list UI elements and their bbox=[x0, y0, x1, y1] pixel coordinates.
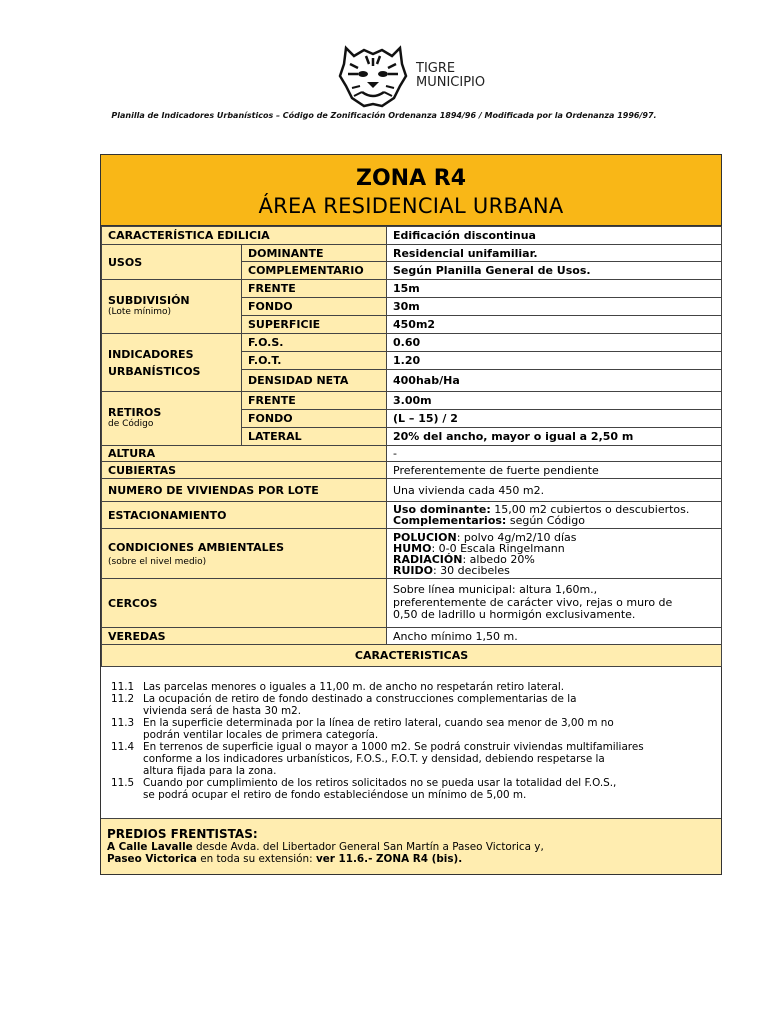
item-line: conforme a los indicadores urbanísticos, F.O.S., F.O.T. y densidad, debiendo respetarse la bbox=[143, 753, 605, 765]
subdivision-title: SUBDIVISIÓN bbox=[108, 294, 190, 307]
logo-text bbox=[416, 62, 485, 90]
caracteristica-item bbox=[111, 741, 711, 777]
predios-street-1: A Calle Lavalle bbox=[107, 841, 193, 853]
fos-value: 0.60 bbox=[387, 334, 722, 352]
humo-value: : 0-0 Escala Ringelmann bbox=[431, 541, 565, 555]
tiger-logo-icon bbox=[336, 42, 410, 108]
item-line: se podrá ocupar el retiro de fondo estableciéndose un mínimo de 5,00 m. bbox=[143, 789, 527, 801]
subdivision-frente-value: 15m bbox=[387, 280, 722, 298]
uso-dominante-label: Uso dominante: bbox=[393, 503, 491, 516]
retiro-frente-value: 3.00m bbox=[387, 392, 722, 410]
row-altura bbox=[102, 446, 722, 462]
complementario-value: Según Planilla General de Usos. bbox=[387, 262, 722, 280]
item-number: 11.2 bbox=[111, 693, 135, 705]
row-ambientales bbox=[102, 529, 722, 579]
zone-sheet bbox=[100, 154, 722, 875]
predios-line-1-text: desde Avda. del Libertador General San Martín a Paseo Victorica y, bbox=[192, 841, 544, 853]
document-subtitle: Planilla de Indicadores Urbanísticos – Código de Zonificación Ordenanza 1894/96 / Modificada por la Ordenanza 1996/97. bbox=[111, 111, 657, 120]
predios-reference: ver 11.6.- ZONA R4 (bis). bbox=[315, 853, 463, 865]
predios-frentistas bbox=[101, 818, 721, 874]
indicadores-line-1: INDICADORES bbox=[108, 347, 194, 361]
item-line: Cuando por cumplimiento de los retiros solicitados no se pueda usar la totalidad del F.O.S., bbox=[143, 777, 617, 789]
retiro-fondo-label: FONDO bbox=[242, 410, 387, 428]
ruido-value: : 30 decibeles bbox=[432, 563, 510, 577]
humo-label: HUMO bbox=[393, 541, 432, 555]
indicadores-label bbox=[102, 334, 242, 392]
item-number: 11.5 bbox=[111, 777, 135, 789]
row-caracteristicas-header bbox=[102, 645, 722, 667]
radiacion-value: : albedo 20% bbox=[462, 552, 535, 566]
cercos-line-2: preferentemente de carácter vivo, rejas o muro de bbox=[393, 595, 673, 609]
item-line: altura fijada para la zona. bbox=[143, 765, 277, 777]
predios-line-1 bbox=[107, 841, 715, 853]
row-retiro-frente bbox=[102, 392, 722, 410]
retiros-note: de Código bbox=[108, 419, 154, 429]
subdivision-frente-label: FRENTE bbox=[242, 280, 387, 298]
complementario-label: COMPLEMENTARIO bbox=[242, 262, 387, 280]
row-caracteristica bbox=[102, 227, 722, 245]
ambientales-label bbox=[102, 529, 387, 579]
zone-header bbox=[101, 155, 721, 226]
retiros-label bbox=[102, 392, 242, 446]
fos-label: F.O.S. bbox=[242, 334, 387, 352]
row-cercos bbox=[102, 579, 722, 628]
caracteristica-item bbox=[111, 693, 711, 717]
row-cubiertas bbox=[102, 462, 722, 479]
caracteristicas-list bbox=[101, 667, 721, 807]
subdivision-label bbox=[102, 280, 242, 334]
altura-label: ALTURA bbox=[102, 446, 387, 462]
radiacion-label: RADIACIÓN bbox=[393, 552, 463, 566]
veredas-label: VEREDAS bbox=[102, 628, 387, 645]
row-fos bbox=[102, 334, 722, 352]
cercos-label: CERCOS bbox=[102, 579, 387, 628]
densidad-label: DENSIDAD NETA bbox=[242, 370, 387, 392]
item-number: 11.1 bbox=[111, 681, 135, 693]
row-estacionamiento bbox=[102, 502, 722, 529]
indicadores-line-2: URBANÍSTICOS bbox=[108, 364, 201, 378]
ruido-line bbox=[393, 565, 715, 576]
cubiertas-value: Preferentemente de fuerte pendiente bbox=[387, 462, 722, 479]
cubiertas-label: CUBIERTAS bbox=[102, 462, 387, 479]
predios-line-2-text: en toda su extensión: bbox=[196, 853, 316, 865]
municipio-header bbox=[0, 40, 768, 110]
estacionamiento-label: ESTACIONAMIENTO bbox=[102, 502, 387, 529]
superficie-value: 450m2 bbox=[387, 316, 722, 334]
item-line: En terrenos de superficie igual o mayor a 1000 m2. Se podrá construir viviendas multifamiliares bbox=[143, 741, 644, 753]
complementarios-label: Complementarios: bbox=[393, 514, 507, 527]
item-text bbox=[143, 777, 616, 801]
zone-title: ZONA R4 bbox=[356, 166, 466, 191]
dominante-value: Residencial unifamiliar. bbox=[387, 245, 722, 262]
complementarios-value: según Código bbox=[506, 514, 585, 527]
retiro-lateral-label: LATERAL bbox=[242, 428, 387, 446]
retiros-title: RETIROS bbox=[108, 406, 162, 419]
fot-label: F.O.T. bbox=[242, 352, 387, 370]
caracteristica-label: CARACTERÍSTICA EDILICIA bbox=[102, 227, 387, 245]
veredas-value: Ancho mínimo 1,50 m. bbox=[387, 628, 722, 645]
row-veredas bbox=[102, 628, 722, 645]
item-text bbox=[143, 717, 614, 741]
fot-value: 1.20 bbox=[387, 352, 722, 370]
indicators-table bbox=[101, 226, 722, 667]
item-number: 11.3 bbox=[111, 717, 135, 729]
retiro-frente-label: FRENTE bbox=[242, 392, 387, 410]
cercos-line-3: 0,50 de ladrillo u hormigón exclusivamente. bbox=[393, 608, 636, 622]
logo-line-1: TIGRE bbox=[416, 61, 456, 76]
predios-title: PREDIOS FRENTISTAS: bbox=[107, 827, 258, 841]
caracteristica-value: Edificación discontinua bbox=[387, 227, 722, 245]
retiro-lateral-value: 20% del ancho, mayor o igual a 2,50 m bbox=[387, 428, 722, 446]
item-line: vivienda será de hasta 30 m2. bbox=[143, 705, 302, 717]
ambientales-note: (sobre el nivel medio) bbox=[108, 556, 207, 567]
zone-subtitle: ÁREA RESIDENCIAL URBANA bbox=[258, 194, 564, 218]
item-text bbox=[143, 693, 576, 717]
row-subdivision-frente bbox=[102, 280, 722, 298]
caracteristicas-title: CARACTERISTICAS bbox=[102, 645, 722, 667]
subdivision-note: (Lote mínimo) bbox=[108, 307, 172, 317]
item-line: Las parcelas menores o iguales a 11,00 m. de ancho no respetarán retiro lateral. bbox=[143, 681, 565, 693]
polucion-label: POLUCION bbox=[393, 530, 457, 544]
subdivision-fondo-value: 30m bbox=[387, 298, 722, 316]
cercos-line-1: Sobre línea municipal: altura 1,60m., bbox=[393, 583, 598, 597]
polucion-value: : polvo 4g/m2/10 días bbox=[456, 530, 577, 544]
caracteristica-item bbox=[111, 777, 711, 801]
caracteristica-item bbox=[111, 681, 711, 693]
ambientales-value bbox=[387, 529, 722, 579]
item-text bbox=[143, 741, 644, 777]
logo-line-2: MUNICIPIO bbox=[416, 75, 486, 90]
row-viviendas bbox=[102, 479, 722, 502]
caracteristica-item bbox=[111, 717, 711, 741]
item-line: En la superficie determinada por la línea de retiro lateral, cuando sea menor de 3,00 m no bbox=[143, 717, 614, 729]
retiro-fondo-value: (L – 15) / 2 bbox=[387, 410, 722, 428]
cercos-value bbox=[387, 579, 722, 628]
viviendas-value: Una vivienda cada 450 m2. bbox=[387, 479, 722, 502]
viviendas-label: NUMERO DE VIVIENDAS POR LOTE bbox=[102, 479, 387, 502]
predios-line-2 bbox=[107, 853, 715, 865]
estacionamiento-value bbox=[387, 502, 722, 529]
densidad-value: 400hab/Ha bbox=[387, 370, 722, 392]
ruido-label: RUIDO bbox=[393, 563, 433, 577]
item-number: 11.4 bbox=[111, 741, 135, 753]
row-usos-dominante bbox=[102, 245, 722, 262]
item-text bbox=[143, 681, 564, 693]
item-line: La ocupación de retiro de fondo destinado a construcciones complementarias de la bbox=[143, 693, 577, 705]
usos-label: USOS bbox=[102, 245, 242, 280]
altura-value: - bbox=[387, 446, 722, 462]
complementarios-line bbox=[393, 515, 715, 526]
item-line: podrán ventilar locales de primera categoría. bbox=[143, 729, 379, 741]
superficie-label: SUPERFICIE bbox=[242, 316, 387, 334]
uso-dominante-value: 15,00 m2 cubiertos o descubiertos. bbox=[490, 503, 690, 516]
predios-street-2: Paseo Victorica bbox=[107, 853, 197, 865]
ambientales-title: CONDICIONES AMBIENTALES bbox=[108, 540, 285, 554]
subdivision-fondo-label: FONDO bbox=[242, 298, 387, 316]
dominante-label: DOMINANTE bbox=[242, 245, 387, 262]
